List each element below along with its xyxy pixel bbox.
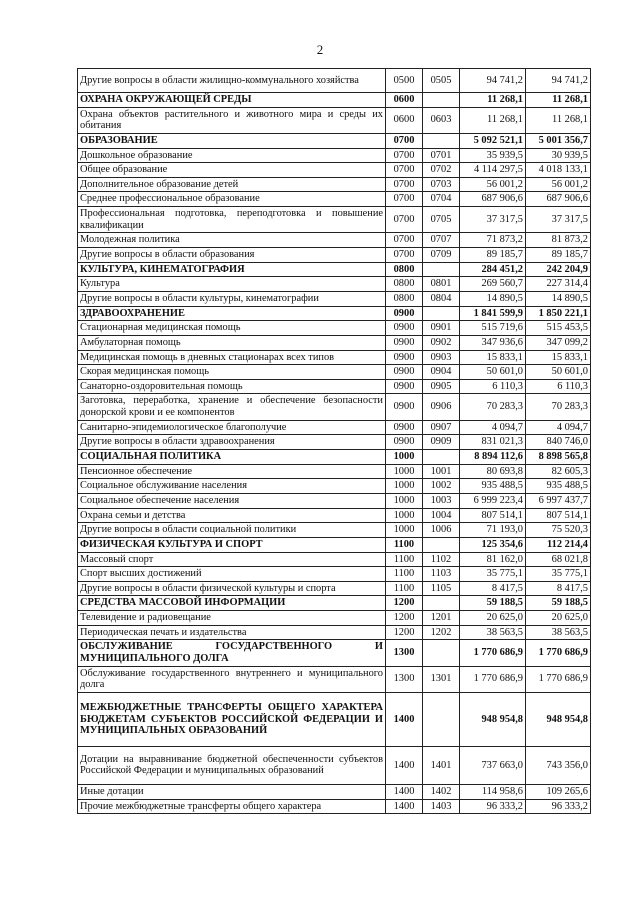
table-row [78, 581, 591, 596]
row-section-code: 0900 [386, 435, 423, 450]
table-row [78, 321, 591, 336]
row-value-1: 1 770 686,9 [460, 666, 526, 692]
row-section-code: 0600 [386, 107, 423, 133]
row-value-1: 284 451,2 [460, 262, 526, 277]
section-row [78, 537, 591, 552]
row-name: Социальное обслуживание населения [78, 479, 386, 494]
row-value-2: 1 770 686,9 [526, 666, 591, 692]
row-subsection-code [423, 450, 460, 465]
table-row [78, 207, 591, 233]
row-value-2: 948 954,8 [526, 692, 591, 746]
row-subsection-code [423, 262, 460, 277]
table-row [78, 365, 591, 380]
row-section-code: 1000 [386, 523, 423, 538]
row-name: Обслуживание государственного внутреннего и муниципального долга [78, 666, 386, 692]
row-value-1: 347 936,6 [460, 335, 526, 350]
row-name: Другие вопросы в области образования [78, 248, 386, 263]
row-value-1: 94 741,2 [460, 69, 526, 93]
row-name: Социальное обеспечение населения [78, 493, 386, 508]
row-value-1: 831 021,3 [460, 435, 526, 450]
row-name: Общее образование [78, 163, 386, 178]
row-value-1: 125 354,6 [460, 537, 526, 552]
row-value-2: 227 314,4 [526, 277, 591, 292]
row-name: Молодежная политика [78, 233, 386, 248]
row-value-1: 96 333,2 [460, 799, 526, 814]
row-value-1: 35 939,5 [460, 148, 526, 163]
row-subsection-code [423, 640, 460, 666]
row-value-1: 89 185,7 [460, 248, 526, 263]
row-value-2: 68 021,8 [526, 552, 591, 567]
row-name: Заготовка, переработка, хранение и обеспечение безопасности донорской крови и ее компонентов [78, 394, 386, 420]
row-section-code: 1200 [386, 625, 423, 640]
row-value-2: 75 520,3 [526, 523, 591, 538]
row-section-code: 0800 [386, 291, 423, 306]
row-value-2: 70 283,3 [526, 394, 591, 420]
table-row [78, 163, 591, 178]
budget-table [77, 68, 591, 814]
row-value-1: 14 890,5 [460, 291, 526, 306]
row-section-code: 1400 [386, 784, 423, 799]
row-value-2: 935 488,5 [526, 479, 591, 494]
row-section-code: 0700 [386, 163, 423, 178]
row-value-1: 737 663,0 [460, 746, 526, 784]
row-subsection-code: 0709 [423, 248, 460, 263]
row-subsection-code: 0801 [423, 277, 460, 292]
row-section-code: 0900 [386, 350, 423, 365]
row-value-2: 347 099,2 [526, 335, 591, 350]
row-value-2: 807 514,1 [526, 508, 591, 523]
row-name: Дотации на выравнивание бюджетной обеспеченности субъектов Российской Федерации и муниципальных образований [78, 746, 386, 784]
row-name: Спорт высших достижений [78, 567, 386, 582]
row-subsection-code [423, 93, 460, 108]
row-name: СРЕДСТВА МАССОВОЙ ИНФОРМАЦИИ [78, 596, 386, 611]
row-value-2: 4 094,7 [526, 420, 591, 435]
row-name: ОБСЛУЖИВАНИЕ ГОСУДАРСТВЕННОГО И МУНИЦИПАЛЬНОГО ДОЛГА [78, 640, 386, 666]
row-value-1: 71 873,2 [460, 233, 526, 248]
row-value-1: 11 268,1 [460, 93, 526, 108]
row-name: ЗДРАВООХРАНЕНИЕ [78, 306, 386, 321]
row-section-code: 0900 [386, 321, 423, 336]
row-subsection-code [423, 596, 460, 611]
row-name: Медицинская помощь в дневных стационарах всех типов [78, 350, 386, 365]
section-row [78, 306, 591, 321]
row-subsection-code: 1003 [423, 493, 460, 508]
table-row [78, 291, 591, 306]
row-name: Санаторно-оздоровительная помощь [78, 379, 386, 394]
row-section-code: 1400 [386, 692, 423, 746]
row-value-1: 1 770 686,9 [460, 640, 526, 666]
row-value-1: 515 719,6 [460, 321, 526, 336]
row-value-1: 59 188,5 [460, 596, 526, 611]
row-subsection-code [423, 692, 460, 746]
row-value-2: 82 605,3 [526, 464, 591, 479]
row-name: Другие вопросы в области физической культуры и спорта [78, 581, 386, 596]
row-section-code: 1400 [386, 799, 423, 814]
row-value-2: 94 741,2 [526, 69, 591, 93]
row-section-code: 1000 [386, 479, 423, 494]
table-row [78, 435, 591, 450]
table-row [78, 277, 591, 292]
row-value-1: 71 193,0 [460, 523, 526, 538]
row-value-1: 4 094,7 [460, 420, 526, 435]
row-value-2: 20 625,0 [526, 611, 591, 626]
row-value-2: 1 850 221,1 [526, 306, 591, 321]
row-value-1: 5 092 521,1 [460, 133, 526, 148]
table-row [78, 464, 591, 479]
table-row [78, 248, 591, 263]
table-row [78, 69, 591, 93]
row-subsection-code: 1002 [423, 479, 460, 494]
row-value-1: 935 488,5 [460, 479, 526, 494]
row-name: ОХРАНА ОКРУЖАЮЩЕЙ СРЕДЫ [78, 93, 386, 108]
row-name: Профессиональная подготовка, переподготовка и повышение квалификации [78, 207, 386, 233]
row-section-code: 0800 [386, 262, 423, 277]
row-value-1: 807 514,1 [460, 508, 526, 523]
row-value-2: 109 265,6 [526, 784, 591, 799]
table-row [78, 233, 591, 248]
row-value-1: 56 001,2 [460, 177, 526, 192]
row-name: Охрана объектов растительного и животного мира и среды их обитания [78, 107, 386, 133]
row-name: Иные дотации [78, 784, 386, 799]
row-subsection-code: 0901 [423, 321, 460, 336]
row-name: ОБРАЗОВАНИЕ [78, 133, 386, 148]
row-name: Пенсионное обеспечение [78, 464, 386, 479]
row-value-2: 8 898 565,8 [526, 450, 591, 465]
table-row [78, 746, 591, 784]
row-name: Периодическая печать и издательства [78, 625, 386, 640]
row-section-code: 0600 [386, 93, 423, 108]
row-subsection-code: 0703 [423, 177, 460, 192]
row-subsection-code: 0902 [423, 335, 460, 350]
row-section-code: 1100 [386, 552, 423, 567]
row-subsection-code: 0907 [423, 420, 460, 435]
row-value-2: 5 001 356,7 [526, 133, 591, 148]
row-value-2: 89 185,7 [526, 248, 591, 263]
row-section-code: 0700 [386, 133, 423, 148]
table-row [78, 508, 591, 523]
row-section-code: 1100 [386, 567, 423, 582]
row-value-2: 6 110,3 [526, 379, 591, 394]
row-value-1: 50 601,0 [460, 365, 526, 380]
table-row [78, 107, 591, 133]
row-subsection-code: 1103 [423, 567, 460, 582]
section-row [78, 133, 591, 148]
row-subsection-code: 1401 [423, 746, 460, 784]
row-value-1: 687 906,6 [460, 192, 526, 207]
row-value-2: 515 453,5 [526, 321, 591, 336]
row-value-2: 96 333,2 [526, 799, 591, 814]
row-value-1: 70 283,3 [460, 394, 526, 420]
row-value-2: 743 356,0 [526, 746, 591, 784]
table-row [78, 625, 591, 640]
section-row [78, 450, 591, 465]
table-row [78, 420, 591, 435]
table-row [78, 379, 591, 394]
row-value-2: 112 214,4 [526, 537, 591, 552]
table-row [78, 192, 591, 207]
row-value-1: 8 417,5 [460, 581, 526, 596]
row-value-1: 11 268,1 [460, 107, 526, 133]
row-value-2: 11 268,1 [526, 107, 591, 133]
row-name: Другие вопросы в области культуры, кинематографии [78, 291, 386, 306]
row-section-code: 1100 [386, 581, 423, 596]
row-value-1: 269 560,7 [460, 277, 526, 292]
row-section-code: 0900 [386, 335, 423, 350]
row-value-2: 81 873,2 [526, 233, 591, 248]
row-section-code: 1400 [386, 746, 423, 784]
row-value-1: 1 841 599,9 [460, 306, 526, 321]
row-value-1: 37 317,5 [460, 207, 526, 233]
row-value-2: 14 890,5 [526, 291, 591, 306]
row-subsection-code: 1001 [423, 464, 460, 479]
table-row [78, 350, 591, 365]
row-name: Телевидение и радиовещание [78, 611, 386, 626]
row-subsection-code: 0603 [423, 107, 460, 133]
row-section-code: 0700 [386, 207, 423, 233]
row-value-2: 15 833,1 [526, 350, 591, 365]
row-subsection-code: 0505 [423, 69, 460, 93]
row-value-2: 30 939,5 [526, 148, 591, 163]
row-name: Массовый спорт [78, 552, 386, 567]
row-section-code: 0800 [386, 277, 423, 292]
row-section-code: 0700 [386, 148, 423, 163]
row-value-1: 35 775,1 [460, 567, 526, 582]
section-row [78, 596, 591, 611]
row-subsection-code: 1202 [423, 625, 460, 640]
row-value-2: 8 417,5 [526, 581, 591, 596]
row-name: Охрана семьи и детства [78, 508, 386, 523]
row-section-code: 1000 [386, 464, 423, 479]
row-section-code: 1300 [386, 666, 423, 692]
row-value-2: 11 268,1 [526, 93, 591, 108]
row-value-1: 6 999 223,4 [460, 493, 526, 508]
row-name: Стационарная медицинская помощь [78, 321, 386, 336]
section-row [78, 93, 591, 108]
row-section-code: 0900 [386, 365, 423, 380]
row-value-2: 242 204,9 [526, 262, 591, 277]
row-value-1: 15 833,1 [460, 350, 526, 365]
row-name: Другие вопросы в области социальной политики [78, 523, 386, 538]
table-row [78, 611, 591, 626]
row-name: Культура [78, 277, 386, 292]
row-name: Дополнительное образование детей [78, 177, 386, 192]
section-row [78, 692, 591, 746]
row-name: ФИЗИЧЕСКАЯ КУЛЬТУРА И СПОРТ [78, 537, 386, 552]
row-value-2: 56 001,2 [526, 177, 591, 192]
row-value-1: 948 954,8 [460, 692, 526, 746]
row-name: Среднее профессиональное образование [78, 192, 386, 207]
table-row [78, 784, 591, 799]
table-row [78, 799, 591, 814]
row-section-code: 0500 [386, 69, 423, 93]
row-name: Дошкольное образование [78, 148, 386, 163]
row-name: КУЛЬТУРА, КИНЕМАТОГРАФИЯ [78, 262, 386, 277]
row-value-2: 59 188,5 [526, 596, 591, 611]
page-number: 2 [316, 42, 324, 57]
row-value-1: 8 894 112,6 [460, 450, 526, 465]
row-subsection-code: 0904 [423, 365, 460, 380]
table-row [78, 666, 591, 692]
row-value-2: 38 563,5 [526, 625, 591, 640]
row-subsection-code: 1301 [423, 666, 460, 692]
row-value-2: 840 746,0 [526, 435, 591, 450]
table-row [78, 552, 591, 567]
row-value-2: 6 997 437,7 [526, 493, 591, 508]
row-value-2: 687 906,6 [526, 192, 591, 207]
row-subsection-code: 0906 [423, 394, 460, 420]
row-subsection-code: 1006 [423, 523, 460, 538]
row-section-code: 1200 [386, 611, 423, 626]
row-subsection-code: 0909 [423, 435, 460, 450]
row-subsection-code: 0804 [423, 291, 460, 306]
row-name: Скорая медицинская помощь [78, 365, 386, 380]
table-row [78, 523, 591, 538]
table-row [78, 148, 591, 163]
row-section-code: 0900 [386, 306, 423, 321]
row-section-code: 1000 [386, 450, 423, 465]
row-subsection-code: 1102 [423, 552, 460, 567]
row-section-code: 0900 [386, 379, 423, 394]
section-row [78, 262, 591, 277]
row-subsection-code: 0903 [423, 350, 460, 365]
row-subsection-code [423, 537, 460, 552]
row-value-1: 38 563,5 [460, 625, 526, 640]
section-row [78, 640, 591, 666]
row-value-2: 4 018 133,1 [526, 163, 591, 178]
row-name: Другие вопросы в области здравоохранения [78, 435, 386, 450]
row-subsection-code [423, 133, 460, 148]
row-name: Амбулаторная помощь [78, 335, 386, 350]
row-value-2: 50 601,0 [526, 365, 591, 380]
table-row [78, 335, 591, 350]
row-subsection-code: 1201 [423, 611, 460, 626]
row-value-1: 81 162,0 [460, 552, 526, 567]
row-section-code: 0900 [386, 420, 423, 435]
row-subsection-code: 1402 [423, 784, 460, 799]
row-name: МЕЖБЮДЖЕТНЫЕ ТРАНСФЕРТЫ ОБЩЕГО ХАРАКТЕРА БЮДЖЕТАМ СУБЪЕКТОВ РОССИЙСКОЙ ФЕДЕРАЦИИ И МУНИЦИПАЛЬНЫХ ОБРАЗОВАНИЙ [78, 692, 386, 746]
row-value-2: 35 775,1 [526, 567, 591, 582]
row-subsection-code: 0705 [423, 207, 460, 233]
row-value-1: 114 958,6 [460, 784, 526, 799]
row-section-code: 1200 [386, 596, 423, 611]
row-value-1: 80 693,8 [460, 464, 526, 479]
budget-table-body [78, 69, 591, 814]
row-subsection-code: 0707 [423, 233, 460, 248]
row-value-1: 20 625,0 [460, 611, 526, 626]
row-subsection-code: 0701 [423, 148, 460, 163]
row-section-code: 0700 [386, 233, 423, 248]
row-subsection-code: 1403 [423, 799, 460, 814]
row-subsection-code: 1105 [423, 581, 460, 596]
table-row [78, 394, 591, 420]
row-value-2: 1 770 686,9 [526, 640, 591, 666]
row-subsection-code: 0702 [423, 163, 460, 178]
row-section-code: 1100 [386, 537, 423, 552]
row-section-code: 0700 [386, 192, 423, 207]
row-section-code: 0900 [386, 394, 423, 420]
row-name: СОЦИАЛЬНАЯ ПОЛИТИКА [78, 450, 386, 465]
row-value-1: 4 114 297,5 [460, 163, 526, 178]
table-row [78, 567, 591, 582]
row-name: Санитарно-эпидемиологическое благополучие [78, 420, 386, 435]
row-value-2: 37 317,5 [526, 207, 591, 233]
row-section-code: 0700 [386, 248, 423, 263]
row-value-1: 6 110,3 [460, 379, 526, 394]
row-subsection-code: 1004 [423, 508, 460, 523]
row-subsection-code: 0905 [423, 379, 460, 394]
row-section-code: 1000 [386, 493, 423, 508]
table-row [78, 479, 591, 494]
row-subsection-code [423, 306, 460, 321]
table-row [78, 177, 591, 192]
row-section-code: 1300 [386, 640, 423, 666]
row-subsection-code: 0704 [423, 192, 460, 207]
row-name: Другие вопросы в области жилищно-коммунального хозяйства [78, 69, 386, 93]
table-row [78, 493, 591, 508]
row-name: Прочие межбюджетные трансферты общего характера [78, 799, 386, 814]
row-section-code: 1000 [386, 508, 423, 523]
row-section-code: 0700 [386, 177, 423, 192]
